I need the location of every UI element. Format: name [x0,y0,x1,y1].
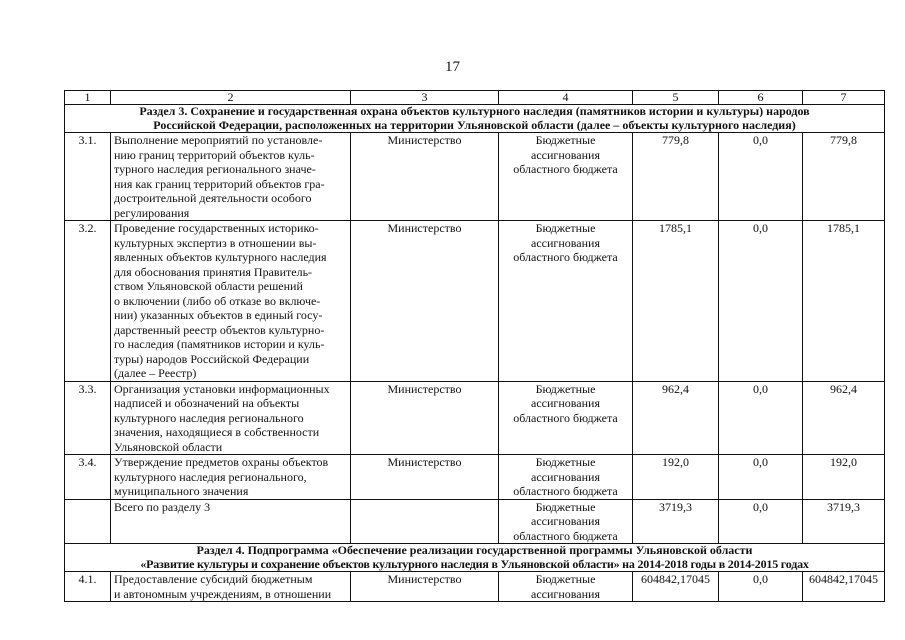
column-header: 3 [351,91,499,105]
funding-line: ассигнования [531,235,600,250]
empty-cell [65,499,111,544]
amount-col-6: 0,0 [719,455,803,500]
amount-col-6: 0,0 [719,221,803,382]
responsible-executor: Министерство [351,572,499,602]
column-header: 2 [111,91,351,105]
row-number: 3.1. [65,133,111,221]
row-description [111,133,351,221]
description-line: надписей и обозначений на объекты [114,396,300,410]
section-3-header-row [65,105,885,133]
amount-col-7: 604842,17045 [803,572,885,602]
description-line: Организация установки информационных [114,381,330,396]
description-line: достроительной деятельности особого [114,191,312,205]
funding-source [499,455,633,500]
responsible-executor: Министерство [351,455,499,500]
table-row [65,221,885,382]
total-label: Всего по разделу 3 [111,499,351,544]
row-number: 4.1. [65,572,111,602]
description-line: ния как границ территорий объектов гра- [114,176,325,191]
funding-line: Бюджетные [535,499,596,514]
funding-line: ассигнования [531,514,600,528]
table-row [65,455,885,500]
funding-source [499,572,633,602]
description-line: (далее – Реестр) [114,366,197,380]
description-line: явленных объектов культурного наследия [114,250,327,264]
table-row [65,133,885,221]
amount-col-7: 1785,1 [803,221,885,382]
description-line: турного наследия регионального значе- [114,162,316,176]
amount-col-6: 0,0 [719,133,803,221]
description-line: Предоставление субсидий бюджетным [114,572,313,586]
funding-line: областного бюджета [513,410,618,425]
funding-line: областного бюджета [513,528,618,543]
funding-line: ассигнования [531,469,600,484]
funding-line: ассигнования [531,396,600,410]
section-title-line: Раздел 3. Сохранение и государственная охрана объектов культурного наследия (памятников истории и культуры) народов [139,104,810,118]
table-row [65,572,885,602]
description-line: нии) указанных объектов в единый госу- [114,308,323,322]
funding-line: областного бюджета [513,484,618,498]
row-number: 3.3. [65,381,111,455]
funding-line: областного бюджета [513,162,618,176]
amount-col-5: 779,8 [633,133,719,221]
description-line: ством Ульяновской области решений [114,279,303,293]
funding-line: Бюджетные [535,133,596,147]
description-line: Утверждение предметов охраны объектов [114,455,329,469]
amount-col-6: 0,0 [719,572,803,602]
section-title-line: Российской Федерации, расположенных на территории Ульяновской области (далее – объекты культурного наследия) [153,117,796,132]
funding-line: областного бюджета [513,250,618,264]
amount-col-5: 192,0 [633,455,719,500]
description-line: Ульяновской области [114,439,223,454]
description-line: значения, находящиеся в собственности [114,425,320,439]
description-line: нию границ территорий объектов куль- [114,147,315,162]
section-total-row [65,499,885,544]
section-3-title [65,105,885,133]
description-line: Проведение государственных историко- [114,221,319,235]
description-line: культурного наследия регионального [114,410,304,425]
amount-col-5: 604842,17045 [633,572,719,602]
table-row [65,381,885,455]
row-description [111,572,351,602]
description-line: и автономным учреждениям, в отношении [114,586,332,601]
funding-line: Бюджетные [535,381,596,396]
description-line: культурных экспертиз в отношении вы- [114,235,317,250]
column-header: 4 [499,91,633,105]
amount-col-7: 962,4 [803,381,885,455]
description-line: для обоснования принятия Правитель- [114,264,313,279]
budget-table [64,90,885,602]
amount-col-7: 779,8 [803,133,885,221]
responsible-executor: Министерство [351,381,499,455]
section-title-line: «Развитие культуры и сохранение объектов культурного наследия в Ульяновской области» на 2014-2018 годы в 2014-2015 годах [140,556,809,571]
funding-source [499,133,633,221]
row-number: 3.2. [65,221,111,382]
total-col-5: 3719,3 [633,499,719,544]
row-description [111,381,351,455]
funding-line: Бюджетные [535,455,596,469]
column-header: 6 [719,91,803,105]
total-col-7: 3719,3 [803,499,885,544]
funding-line: ассигнования [531,586,600,601]
description-line: о включении (либо об отказе во включе- [114,293,321,308]
row-number: 3.4. [65,455,111,500]
empty-cell [351,499,499,544]
amount-col-5: 962,4 [633,381,719,455]
section-4-title [65,544,885,572]
description-line: муниципального значения [114,484,249,498]
row-description [111,221,351,382]
funding-source [499,381,633,455]
amount-col-5: 1785,1 [633,221,719,382]
column-number-row [65,91,885,105]
section-title-line: Раздел 4. Подпрограмма «Обеспечение реализации государственной программы Ульяновской области [196,543,753,557]
column-header: 7 [803,91,885,105]
funding-line: Бюджетные [535,221,596,235]
description-line: регулирования [114,205,190,220]
funding-line: Бюджетные [535,572,596,586]
description-line: Выполнение мероприятий по установле- [114,133,323,147]
funding-source [499,221,633,382]
responsible-executor: Министерство [351,221,499,382]
row-description [111,455,351,500]
column-header: 1 [65,91,111,105]
column-header: 5 [633,91,719,105]
description-line: культурного наследия регионального, [114,469,307,484]
description-line: го наследия (памятников истории и куль- [114,337,325,351]
description-line: туры) народов Российской Федерации [114,351,310,366]
section-4-header-row [65,544,885,572]
description-line: дарственный реестр объектов культурно- [114,322,325,337]
total-col-6: 0,0 [719,499,803,544]
funding-line: ассигнования [531,147,600,162]
page-number: 17 [445,59,460,75]
amount-col-6: 0,0 [719,381,803,455]
funding-source [499,499,633,544]
responsible-executor: Министерство [351,133,499,221]
amount-col-7: 192,0 [803,455,885,500]
